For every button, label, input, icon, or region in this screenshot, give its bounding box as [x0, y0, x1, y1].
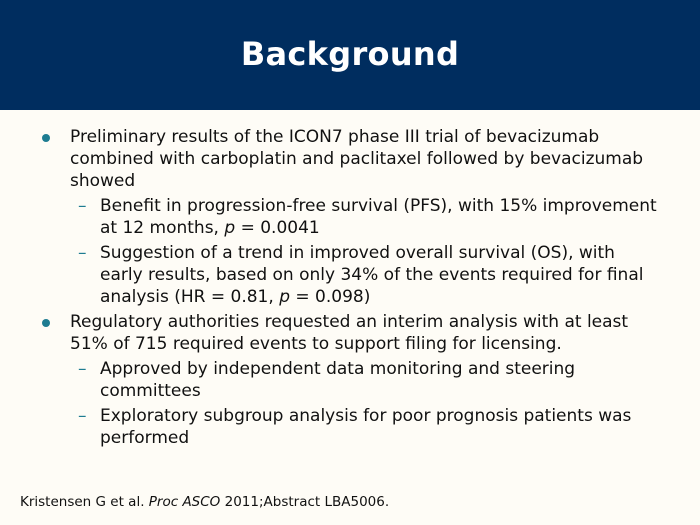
slide-title: Background: [240, 35, 460, 73]
bullet-list: [40, 126, 660, 452]
title-bar: [0, 0, 700, 110]
sub-bullet-text-end: = 0.0041: [235, 218, 320, 238]
sub-bullet-item: [40, 195, 660, 239]
sub-bullet-text: Benefit in progression-free survival (PFS), with 15% improvement at 12 months,: [100, 196, 657, 238]
bullet-dot-icon: [42, 134, 50, 142]
dash-icon: –: [78, 196, 87, 216]
dash-icon: –: [78, 243, 87, 263]
sub-bullet-text: Exploratory subgroup analysis for poor prognosis patients was performed: [100, 406, 632, 448]
bullet-text: Regulatory authorities requested an interim analysis with at least 51% of 715 required events to support filing for licensing.: [70, 312, 629, 354]
citation-authors: Kristensen G et al.: [20, 494, 149, 510]
dash-icon: –: [78, 359, 87, 379]
bullet-text: Preliminary results of the ICON7 phase III trial of bevacizumab combined with carboplatin and paclitaxel followed by bevacizumab showed: [70, 127, 644, 191]
p-value-symbol: p: [279, 287, 290, 307]
sub-bullet-text: Approved by independent data monitoring and steering committees: [100, 359, 576, 401]
dash-icon: –: [78, 406, 87, 426]
sub-bullet-text: Suggestion of a trend in improved overall survival (OS), with early results, based on only 34% of the events required for final analysis (HR = 0.81,: [100, 243, 644, 307]
sub-bullet-item: [40, 242, 660, 308]
bullet-item: [40, 126, 660, 192]
citation-journal: Proc ASCO: [148, 494, 221, 510]
citation: [20, 494, 389, 510]
sub-bullet-item: [40, 358, 660, 402]
p-value-symbol: p: [224, 218, 236, 238]
bullet-dot-icon: [42, 319, 50, 327]
sub-bullet-text-end: = 0.098): [289, 287, 371, 307]
citation-rest: 2011;Abstract LBA5006.: [220, 494, 390, 510]
bullet-item: [40, 311, 660, 355]
sub-bullet-item: [40, 405, 660, 449]
